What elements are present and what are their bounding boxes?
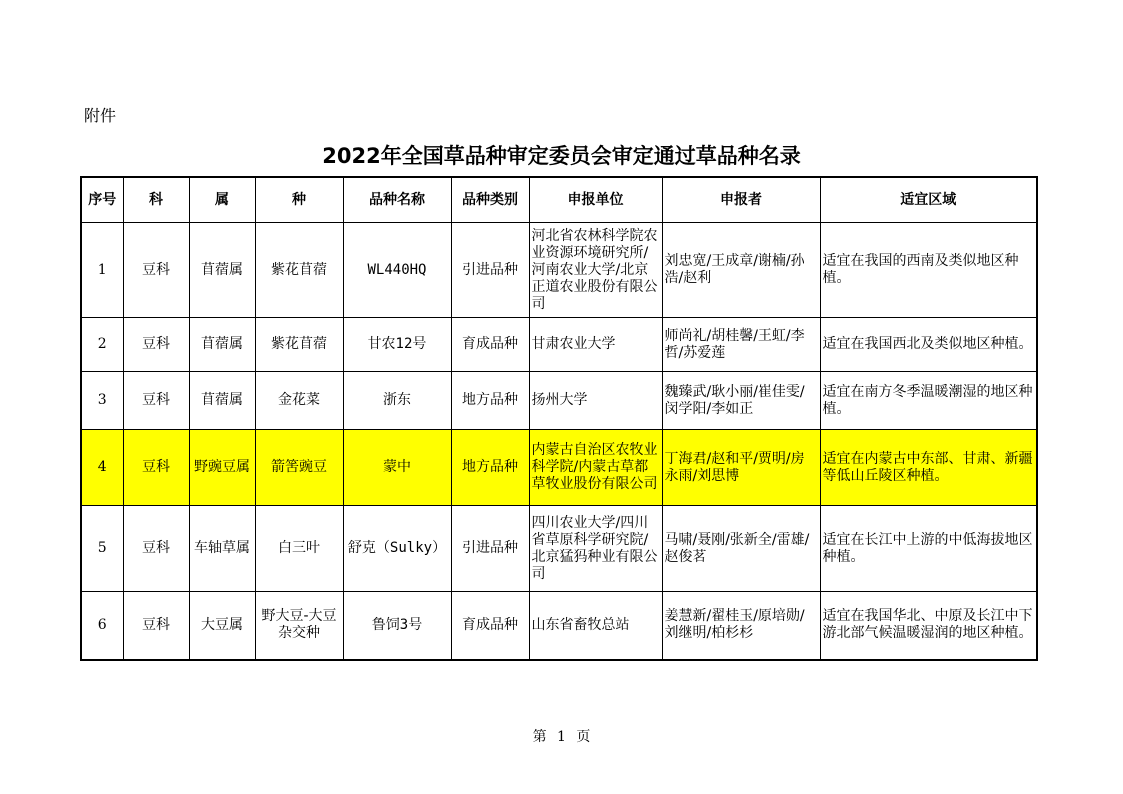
attachment-label: 附件 [84,106,117,125]
cell-genus: 苜蓿属 [189,372,255,430]
table-row [81,430,1037,506]
cell-unit: 河北省农林科学院农业资源环境研究所/河南农业大学/北京正道农业股份有限公司 [529,223,662,318]
cell-region: 适宜在我国的西南及类似地区种植。 [820,223,1037,318]
cell-no: 2 [81,318,123,372]
cell-family: 豆科 [123,592,189,660]
cell-species: 紫花苜蓿 [255,223,343,318]
cell-family: 豆科 [123,372,189,430]
cell-no: 5 [81,506,123,592]
header-species: 种 [255,177,343,223]
cell-unit: 四川农业大学/四川省草原科学研究院/北京猛犸种业有限公司 [529,506,662,592]
cell-no: 3 [81,372,123,430]
header-genus: 属 [189,177,255,223]
cell-unit: 山东省畜牧总站 [529,592,662,660]
cell-region: 适宜在长江中上游的中低海拔地区种植。 [820,506,1037,592]
table-row [81,372,1037,430]
cell-variety-name: WL440HQ [343,223,451,318]
cell-variety-name: 蒙中 [343,430,451,506]
cell-genus: 苜蓿属 [189,223,255,318]
cell-category: 育成品种 [451,318,529,372]
header-family: 科 [123,177,189,223]
cell-region: 适宜在内蒙古中东部、甘肃、新疆等低山丘陵区种植。 [820,430,1037,506]
cell-category: 引进品种 [451,223,529,318]
page-footer [0,726,1123,746]
cell-variety-name: 甘农12号 [343,318,451,372]
cell-unit: 甘肃农业大学 [529,318,662,372]
header-no: 序号 [81,177,123,223]
cell-no: 6 [81,592,123,660]
cell-variety-name: 浙东 [343,372,451,430]
cell-family: 豆科 [123,223,189,318]
cell-genus: 大豆属 [189,592,255,660]
cell-species: 箭筈豌豆 [255,430,343,506]
cell-category: 引进品种 [451,506,529,592]
cell-region: 适宜在南方冬季温暖潮湿的地区种植。 [820,372,1037,430]
cell-genus: 苜蓿属 [189,318,255,372]
table-header-row [81,177,1037,223]
cell-region: 适宜在我国西北及类似地区种植。 [820,318,1037,372]
cell-genus: 野豌豆属 [189,430,255,506]
cell-species: 紫花苜蓿 [255,318,343,372]
cell-unit: 内蒙古自治区农牧业科学院/内蒙古草都草牧业股份有限公司 [529,430,662,506]
cell-genus: 车轴草属 [189,506,255,592]
cell-category: 地方品种 [451,430,529,506]
cell-region: 适宜在我国华北、中原及长江中下游北部气候温暖湿润的地区种植。 [820,592,1037,660]
cell-category: 地方品种 [451,372,529,430]
cell-unit: 扬州大学 [529,372,662,430]
cell-applicants: 丁海君/赵和平/贾明/房永雨/刘思博 [662,430,820,506]
footer-prefix: 第 [532,729,547,745]
footer-suffix: 页 [576,729,591,745]
cell-family: 豆科 [123,430,189,506]
cell-family: 豆科 [123,318,189,372]
header-region: 适宜区域 [820,177,1037,223]
cell-no: 1 [81,223,123,318]
cell-family: 豆科 [123,506,189,592]
cell-variety-name: 鲁饲3号 [343,592,451,660]
table-row [81,223,1037,318]
cell-applicants: 姜慧新/翟桂玉/原培勋/刘继明/柏杉杉 [662,592,820,660]
cell-applicants: 魏臻武/耿小丽/崔佳雯/闵学阳/李如正 [662,372,820,430]
footer-page-number: 1 [557,729,566,745]
cell-species: 白三叶 [255,506,343,592]
table-row [81,592,1037,660]
page-title: 2022年全国草品种审定委员会审定通过草品种名录 [322,144,801,168]
cell-applicants: 师尚礼/胡桂馨/王虹/李哲/苏爱莲 [662,318,820,372]
cell-species: 野大豆-大豆杂交种 [255,592,343,660]
cell-category: 育成品种 [451,592,529,660]
cell-no: 4 [81,430,123,506]
header-category: 品种类别 [451,177,529,223]
header-unit: 申报单位 [529,177,662,223]
cell-variety-name: 舒克（Sulky） [343,506,451,592]
header-applicants: 申报者 [662,177,820,223]
table-row [81,506,1037,592]
header-variety-name: 品种名称 [343,177,451,223]
cell-applicants: 刘忠宽/王成章/谢楠/孙浩/赵利 [662,223,820,318]
cell-applicants: 马啸/聂刚/张新全/雷雄/赵俊茗 [662,506,820,592]
table-row [81,318,1037,372]
variety-table [80,176,1038,661]
cell-species: 金花菜 [255,372,343,430]
